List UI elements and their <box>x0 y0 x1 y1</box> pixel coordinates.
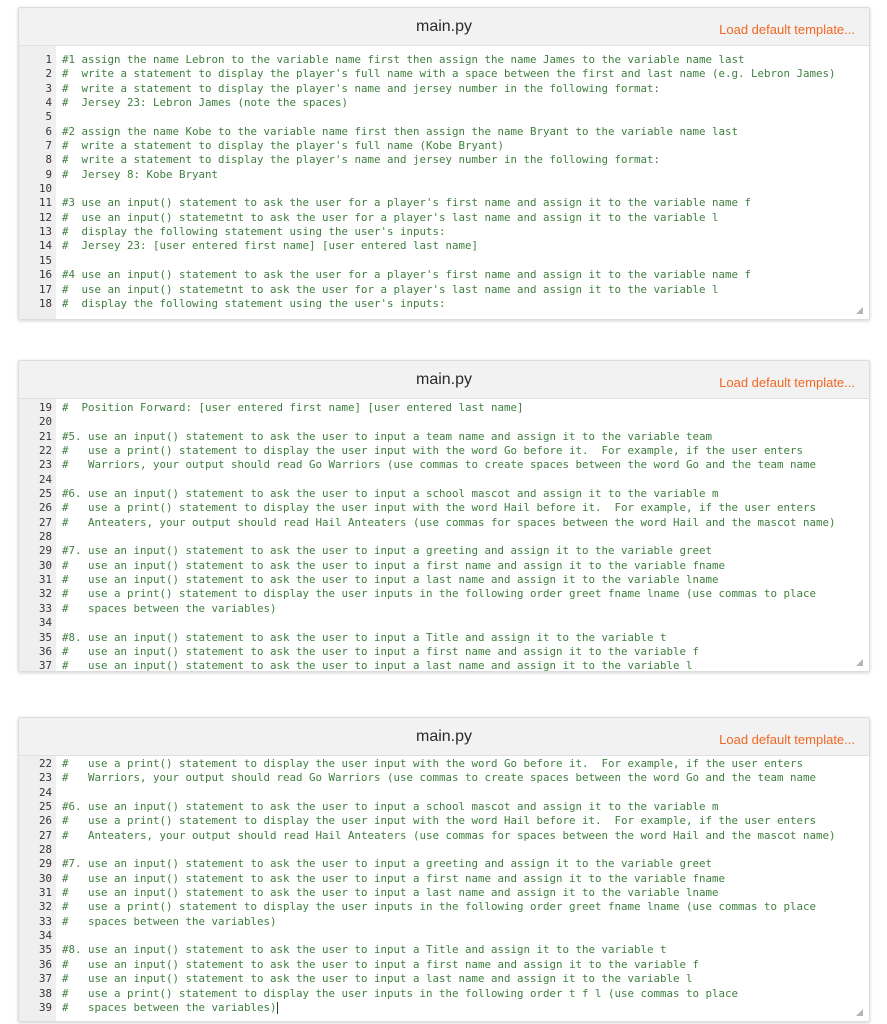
line-number: 36 <box>19 645 56 659</box>
line-number: 25 <box>19 487 56 501</box>
code-text: #6. use an input() statement to ask the user to input a school mascot and assign it to the variable m <box>62 800 719 814</box>
code-editor[interactable] <box>19 46 869 319</box>
line-number: 22 <box>19 757 56 771</box>
code-text: #8. use an input() statement to ask the user to input a Title and assign it to the variable t <box>62 630 667 644</box>
line-number: 32 <box>19 900 56 914</box>
line-number: 30 <box>19 559 56 573</box>
file-name: main.py <box>415 18 473 35</box>
code-line[interactable] <box>19 53 869 67</box>
code-text: # display the following statement using the user's inputs: <box>62 296 446 310</box>
line-number: 15 <box>19 254 56 268</box>
code-line[interactable] <box>19 268 869 282</box>
line-number: 9 <box>19 168 56 182</box>
line-number: 31 <box>19 886 56 900</box>
line-number: 5 <box>19 110 56 124</box>
code-line[interactable] <box>19 1001 869 1015</box>
code-line[interactable] <box>19 616 869 630</box>
code-line[interactable] <box>19 771 869 785</box>
code-text: #6. use an input() statement to ask the user to input a school mascot and assign it to the variable m <box>62 487 719 501</box>
line-number: 26 <box>19 814 56 828</box>
resize-handle-icon[interactable] <box>856 659 863 666</box>
line-number: 37 <box>19 659 56 671</box>
editor-panel-2 <box>18 360 870 672</box>
line-number: 35 <box>19 631 56 645</box>
code-text: # Warriors, your output should read Go Warriors (use commas to create spaces between the word Go and the team name <box>62 458 817 472</box>
load-default-template-link[interactable]: Load default template... <box>719 375 855 390</box>
code-line[interactable] <box>19 631 869 645</box>
code-line[interactable] <box>19 458 869 472</box>
line-number: 1 <box>19 53 56 67</box>
line-number: 16 <box>19 268 56 282</box>
code-text: # use an input() statement to ask the user to input a first name and assign it to the variable f <box>62 644 700 658</box>
code-text: # Warriors, your output should read Go Warriors (use commas to create spaces between the word Go and the team name <box>62 771 817 785</box>
line-number: 36 <box>19 958 56 972</box>
code-line[interactable] <box>19 401 869 415</box>
text-cursor <box>277 1002 278 1014</box>
line-number: 38 <box>19 987 56 1001</box>
code-text: # use a print() statement to display the user input with the word Hail before it. For example, if the user enters <box>62 814 817 828</box>
code-text: # write a statement to display the player's name and jersey number in the following format: <box>62 81 661 95</box>
file-name: main.py <box>415 371 473 388</box>
line-number: 25 <box>19 800 56 814</box>
code-text: # write a statement to display the player's full name with a space between the first and last name (e.g. Lebron James) <box>62 67 836 81</box>
code-line[interactable] <box>19 96 869 110</box>
code-line[interactable] <box>19 857 869 871</box>
code-line[interactable] <box>19 587 869 601</box>
code-text: # Jersey 23: [user entered first name] [user entered last name] <box>62 239 479 253</box>
code-text: # Anteaters, your output should read Hail Anteaters (use commas for spaces between the word Hail and the mascot name) <box>62 515 836 529</box>
line-number: 37 <box>19 972 56 986</box>
code-text: # use an input() statement to ask the user to input a last name and assign it to the variable lname <box>62 573 719 587</box>
code-line[interactable] <box>19 872 869 886</box>
code-line[interactable] <box>19 943 869 957</box>
line-number: 11 <box>19 196 56 210</box>
code-text: #3 use an input() statement to ask the user for a player's first name and assign it to the variable name f <box>62 196 752 210</box>
code-text: #4 use an input() statement to ask the user for a player's first name and assign it to the variable name f <box>62 268 752 282</box>
code-text: # write a statement to display the player's full name (Kobe Bryant) <box>62 139 505 153</box>
line-number: 10 <box>19 182 56 196</box>
line-number: 33 <box>19 602 56 616</box>
code-text: # spaces between the variables) <box>62 914 277 928</box>
code-line[interactable] <box>19 125 869 139</box>
line-number: 22 <box>19 444 56 458</box>
code-text: # Jersey 8: Kobe Bryant <box>62 167 219 181</box>
resize-handle-icon[interactable] <box>856 307 863 314</box>
line-number: 30 <box>19 872 56 886</box>
code-line[interactable] <box>19 444 869 458</box>
line-number: 27 <box>19 829 56 843</box>
line-number: 31 <box>19 573 56 587</box>
code-line[interactable] <box>19 254 869 268</box>
code-line[interactable] <box>19 900 869 914</box>
line-number: 32 <box>19 587 56 601</box>
editor-panel-1 <box>18 7 870 320</box>
code-line[interactable] <box>19 473 869 487</box>
code-line[interactable] <box>19 886 869 900</box>
code-line[interactable] <box>19 139 869 153</box>
code-text: #7. use an input() statement to ask the user to input a greeting and assign it to the variable greet <box>62 857 713 871</box>
line-number: 14 <box>19 239 56 253</box>
line-number: 34 <box>19 929 56 943</box>
code-editor[interactable] <box>19 756 869 1021</box>
code-line[interactable] <box>19 182 869 196</box>
line-number: 13 <box>19 225 56 239</box>
code-line[interactable] <box>19 501 869 515</box>
line-number: 29 <box>19 857 56 871</box>
code-line[interactable] <box>19 168 869 182</box>
code-text: # use an input() statement to ask the user to input a first name and assign it to the variable fname <box>62 558 726 572</box>
line-number: 28 <box>19 843 56 857</box>
line-number: 26 <box>19 501 56 515</box>
code-line[interactable] <box>19 110 869 124</box>
code-line[interactable] <box>19 544 869 558</box>
code-text: # use a print() statement to display the user input with the word Go before it. For example, if the user enters <box>62 444 804 458</box>
code-text: # use an input() statemetnt to ask the user for a player's last name and assign it to the variable l <box>62 210 719 224</box>
code-text: #2 assign the name Kobe to the variable name first then assign the name Bryant to the variable name last <box>62 124 739 138</box>
code-line[interactable] <box>19 82 869 96</box>
code-text: # display the following statement using the user's inputs: <box>62 225 446 239</box>
line-number: 3 <box>19 82 56 96</box>
code-text: # Position Forward: [user entered first name] [user entered last name] <box>62 401 524 414</box>
line-number: 27 <box>19 516 56 530</box>
code-text: # Jersey 23: Lebron James (note the spaces) <box>62 96 349 110</box>
line-number: 18 <box>19 297 56 311</box>
code-line[interactable] <box>19 430 869 444</box>
file-name: main.py <box>415 728 473 745</box>
code-line[interactable] <box>19 829 869 843</box>
code-line[interactable] <box>19 645 869 659</box>
line-number: 28 <box>19 530 56 544</box>
code-line[interactable] <box>19 297 869 311</box>
line-number: 8 <box>19 153 56 167</box>
code-line[interactable] <box>19 559 869 573</box>
code-line[interactable] <box>19 814 869 828</box>
code-line[interactable] <box>19 283 869 297</box>
code-line[interactable] <box>19 929 869 943</box>
line-number: 33 <box>19 915 56 929</box>
code-text: # use an input() statement to ask the user to input a first name and assign it to the variable f <box>62 957 700 971</box>
line-number: 24 <box>19 473 56 487</box>
code-line[interactable] <box>19 786 869 800</box>
line-number: 20 <box>19 415 56 429</box>
code-editor[interactable] <box>19 399 869 671</box>
code-line[interactable] <box>19 211 869 225</box>
line-number: 24 <box>19 786 56 800</box>
line-number: 34 <box>19 616 56 630</box>
code-line[interactable] <box>19 153 869 167</box>
code-text: # use a print() statement to display the user inputs in the following order t f l (use commas to place <box>62 986 739 1000</box>
code-text: # spaces between the variables) <box>62 1000 277 1014</box>
line-number: 4 <box>19 96 56 110</box>
code-text: # use a print() statement to display the user input with the word Go before it. For example, if the user enters <box>62 757 804 770</box>
line-number: 12 <box>19 211 56 225</box>
code-text: # write a statement to display the player's name and jersey number in the following format: <box>62 153 661 167</box>
code-line[interactable] <box>19 415 869 429</box>
code-text: # spaces between the variables) <box>62 601 277 615</box>
code-line[interactable] <box>19 602 869 616</box>
code-text: # use an input() statement to ask the user to input a last name and assign it to the variable l <box>62 659 693 671</box>
line-number: 23 <box>19 771 56 785</box>
line-number: 19 <box>19 401 56 415</box>
code-line[interactable] <box>19 958 869 972</box>
code-line[interactable] <box>19 659 869 671</box>
editor-panel-3 <box>18 717 870 1022</box>
load-default-template-link[interactable]: Load default template... <box>719 732 855 747</box>
code-text: # use an input() statement to ask the user to input a last name and assign it to the variable lname <box>62 886 719 900</box>
code-line[interactable] <box>19 757 869 771</box>
line-number: 23 <box>19 458 56 472</box>
code-line[interactable] <box>19 67 869 81</box>
line-number: 35 <box>19 943 56 957</box>
line-number: 39 <box>19 1001 56 1015</box>
code-text: #1 assign the name Lebron to the variable name first then assign the name James to the variable name last <box>62 53 745 66</box>
code-text: # use an input() statemetnt to ask the user for a player's last name and assign it to the variable l <box>62 282 719 296</box>
code-text: # use an input() statement to ask the user to input a last name and assign it to the variable l <box>62 972 693 986</box>
code-line[interactable] <box>19 487 869 501</box>
code-line[interactable] <box>19 915 869 929</box>
code-line[interactable] <box>19 843 869 857</box>
code-text: #7. use an input() statement to ask the user to input a greeting and assign it to the variable greet <box>62 544 713 558</box>
editor-header <box>19 8 869 46</box>
line-number: 2 <box>19 67 56 81</box>
code-text: # use a print() statement to display the user inputs in the following order greet fname lname (use commas to place <box>62 587 817 601</box>
code-text: #8. use an input() statement to ask the user to input a Title and assign it to the variable t <box>62 943 667 957</box>
code-line[interactable] <box>19 225 869 239</box>
code-line[interactable] <box>19 987 869 1001</box>
line-number: 29 <box>19 544 56 558</box>
code-text: # use an input() statement to ask the user to input a first name and assign it to the variable fname <box>62 871 726 885</box>
code-text: # use a print() statement to display the user inputs in the following order greet fname lname (use commas to place <box>62 900 817 914</box>
resize-handle-icon[interactable] <box>856 1009 863 1016</box>
code-line[interactable] <box>19 573 869 587</box>
load-default-template-link[interactable]: Load default template... <box>719 22 855 37</box>
code-line[interactable] <box>19 800 869 814</box>
line-number: 21 <box>19 430 56 444</box>
line-number: 6 <box>19 125 56 139</box>
code-text: # use a print() statement to display the user input with the word Hail before it. For example, if the user enters <box>62 501 817 515</box>
code-text: #5. use an input() statement to ask the user to input a team name and assign it to the variable team <box>62 429 713 443</box>
line-number: 7 <box>19 139 56 153</box>
code-text: # Anteaters, your output should read Hail Anteaters (use commas for spaces between the word Hail and the mascot name) <box>62 828 836 842</box>
line-number: 17 <box>19 283 56 297</box>
editor-header <box>19 718 869 756</box>
code-line[interactable] <box>19 196 869 210</box>
code-line[interactable] <box>19 516 869 530</box>
code-line[interactable] <box>19 239 869 253</box>
code-line[interactable] <box>19 972 869 986</box>
editor-header <box>19 361 869 399</box>
code-line[interactable] <box>19 530 869 544</box>
